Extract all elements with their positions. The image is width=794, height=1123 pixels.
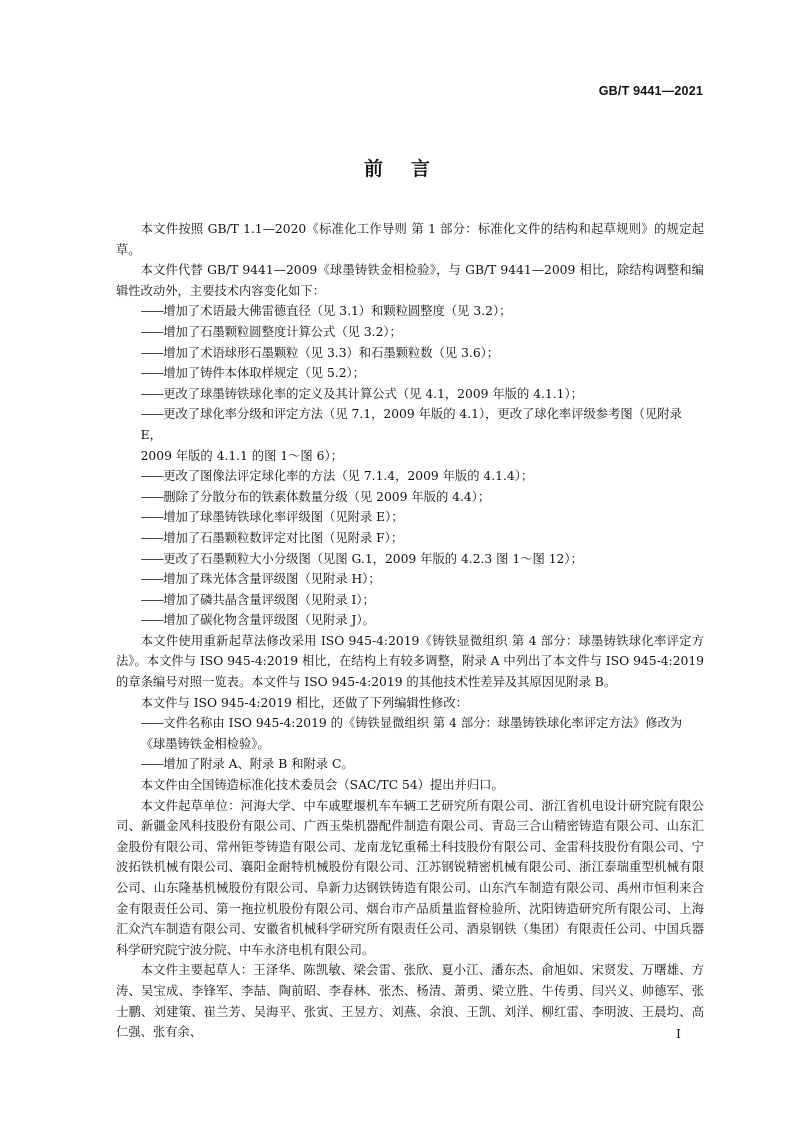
change-item-continuation: 2009 年版的 4.1.1 的图 1～图 6）； bbox=[140, 448, 343, 463]
change-item: ——更改了图像法评定球化率的方法（见 7.1.4，2009 年版的 4.1.4）； bbox=[140, 469, 534, 484]
change-item: ——增加了碳化物含量评级图（见附录 J）。 bbox=[140, 613, 375, 628]
change-item: ——增加了术语最大佛雷德直径（见 3.1）和颗粒圆整度（见 3.2）； bbox=[140, 304, 512, 319]
change-item: ——增加了球墨铸铁球化率评级图（见附录 E）； bbox=[140, 510, 404, 525]
paragraph: 本文件由全国铸造标准化技术委员会（SAC/TC 54）提出并归口。 bbox=[140, 778, 504, 793]
paragraph-drafters: 本文件主要起草人：王泽华、陈凯敏、梁会雷、张欣、夏小江、潘东杰、俞旭如、宋贤发、万曙雄、方涛、吴宝成、李锋军、李喆、陶前昭、李春林、张杰、杨清、萧勇、梁立胜、牛传勇、闫兴义、帅德军、张士鹏、刘建策、崔兰芳、吴海平、张寅、王昱方、刘燕、余浪、王凯、刘洋、柳红雷、李明波、王晨均、高仁强、张有余、 bbox=[116, 963, 704, 1040]
change-item: ——增加了石墨颗粒圆整度计算公式（见 3.2）； bbox=[140, 324, 402, 339]
change-item: ——增加了珠光体含量评级图（见附录 H）； bbox=[140, 572, 381, 587]
paragraph: 本文件使用重新起草法修改采用 ISO 945-4:2019《铸铁显微组织 第 4 部分：球墨铸铁球化率评定方法》。本文件与 ISO 945-4:2019 相比，在结构上有较多调整，附录 A 中列出了本文件与 ISO 945-4:2019 的章条编号对照一览表。本文件与 ISO 945-4:2019 的其他技术性差异及其原因见附录 B。 bbox=[116, 633, 704, 690]
edit-item: ——文件名称由 ISO 945-4:2019 的《铸铁显微组织 第 4 部分：球墨铸铁球化率评定方法》修改为 bbox=[140, 716, 683, 731]
paragraph-drafting-units: 本文件起草单位：河海大学、中车戚墅堰机车车辆工艺研究所有限公司、浙江省机电设计研究院有限公司、新疆金风科技股份有限公司、广西玉柴机器配件制造有限公司、青岛三合山精密铸造有限公司、山东汇金股份有限公司、常州钜苓铸造有限公司、龙南龙钇重稀土科技股份有限公司、金雷科技股份有限公司、宁波拓铁机械有限公司、襄阳金耐特机械股份有限公司、江苏钢锐精密机械有限公司、浙江泰瑞重型机械有限公司、山东隆基机械股份有限公司、阜新力达钢铁铸造有限公司、山东汽车制造有限公司、禹州市恒利来合金有限责任公司、第一拖拉机股份有限公司、烟台市产品质量监督检验所、沈阳铸造研究所有限公司、上海汇众汽车制造有限公司、安徽省机械科学研究所有限责任公司、酒泉钢铁（集团）有限责任公司、中国兵器科学研究院宁波分院、中车永济电机有限公司。 bbox=[116, 798, 704, 957]
standard-code: GB/T 9441—2021 bbox=[598, 84, 703, 98]
change-item: ——更改了石墨颗粒大小分级图（见图 G.1，2009 年版的 4.2.3 图 1～图 12）； bbox=[140, 551, 583, 566]
paragraph: 本文件代替 GB/T 9441—2009《球墨铸铁金相检验》，与 GB/T 9441—2009 相比，除结构调整和编辑性改动外，主要技术内容变化如下： bbox=[116, 263, 704, 298]
page-title: 前言 bbox=[363, 158, 458, 180]
change-item: ——增加了石墨颗粒数评定对比图（见附录 F）； bbox=[140, 530, 404, 545]
edit-item-continuation: 《球墨铸铁金相检验》。 bbox=[140, 736, 270, 751]
paragraph: 本文件按照 GB/T 1.1—2020《标准化工作导则 第 1 部分：标准化文件的结构和起草规则》的规定起草。 bbox=[116, 222, 704, 257]
change-item: ——增加了磷共晶含量评级图（见附录 I）； bbox=[140, 592, 375, 607]
change-item: ——更改了球化率分级和评定方法（见 7.1，2009 年版的 4.1），更改了球化率评级参考图（见附录 E， bbox=[140, 407, 682, 442]
change-item: ——增加了铸件本体取样规定（见 5.2）； bbox=[140, 366, 365, 381]
edit-item: ——增加了附录 A、附录 B 和附录 C。 bbox=[140, 757, 354, 772]
document-body bbox=[116, 219, 704, 1043]
change-item: ——更改了球墨铸铁球化率的定义及其计算公式（见 4.1，2009 年版的 4.1.1）； bbox=[140, 386, 583, 401]
change-item: ——删除了分散分布的铁素体数量分级（见 2009 年版的 4.4）； bbox=[140, 489, 491, 504]
change-item: ——增加了术语球形石墨颗粒（见 3.3）和石墨颗粒数（见 3.6）； bbox=[140, 345, 500, 360]
page-number: I bbox=[676, 1026, 681, 1041]
paragraph: 本文件与 ISO 945-4:2019 相比，还做了下列编辑性修改： bbox=[140, 695, 468, 710]
